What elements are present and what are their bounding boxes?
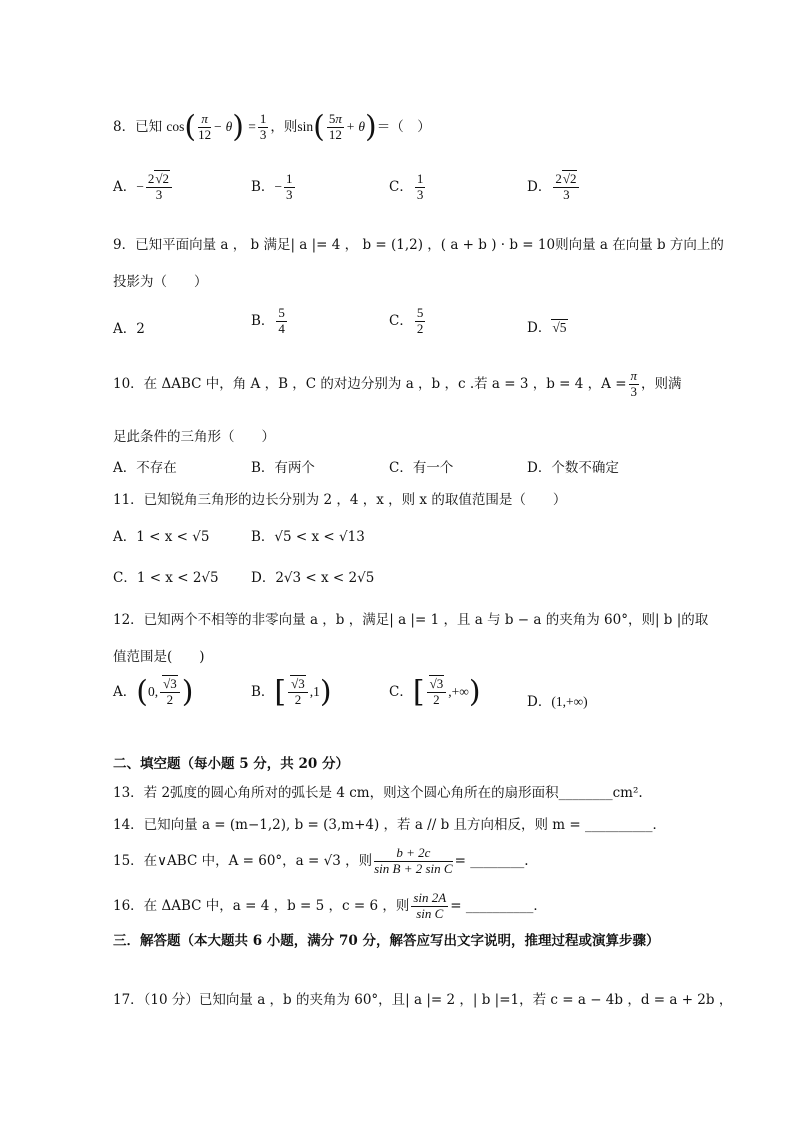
q9-option-b: B． $\frac{5}{4}$: [251, 305, 285, 336]
q12-line-1: 12．已知两个不相等的非零向量 a ，b ，满足| a |= 1 ，且 a 与 b − a 的夹角为 60°，则| b |的取: [113, 612, 709, 628]
q11-option-a: A．1 < x < √5: [113, 529, 210, 545]
q11-line-1: 11．已知锐角三角形的边长分别为 2 ，4 ，x ，则 x 的取值范围是（ ）: [113, 492, 567, 508]
q16-end: = __________．: [450, 897, 547, 914]
q12-option-c-label: C．: [389, 683, 413, 700]
q12-option-d: D．(1,+∞): [527, 694, 588, 710]
q10-line-1: 10．在 ΔABC 中，角 A ，B ，C 的对边分别为 a ，b ，c .若 a = 3 ，b = 4 ，A = $\frac{\pi}{3}$ ，则满: [113, 368, 682, 399]
q15-stem: 15．在∨ABC 中，A = 60°，a = √3 ，则: [113, 852, 373, 869]
q9-option-c: C． $\frac{5}{2}$: [389, 305, 424, 336]
question-16: 16．在 ΔABC 中，a = 4 ，b = 5 ，c = 6 ，则 $\frac{\sin 2A}{\text{sin C}}$ = __________．: [113, 890, 547, 921]
q10-stem: 10．在 ΔABC 中，角 A ，B ，C 的对边分别为 a ，b ，c .若 a = 3 ，b = 4 ，A =: [113, 375, 627, 392]
q8-option-b-label: B．: [251, 178, 275, 195]
question-8: 8．已知 cos( $\frac{\pi}{12}$ − θ) = $\frac{1}{3}$ ，则sin( $\frac{5\pi}{12}$ + θ)＝（ ）: [113, 109, 431, 145]
question-13: 13．若 2弧度的圆心角所对的弧长是 4 cm，则这个圆心角所在的扇形面积________cm².: [113, 785, 643, 801]
q9-option-d: D．√5: [527, 320, 567, 336]
q10-option-c: C．有一个: [389, 460, 454, 476]
q10-option-d: D．个数不确定: [527, 460, 619, 476]
q8-option-c: C． $\frac{1}{3}$: [389, 171, 424, 202]
q11-option-b: B．√5 < x < √13: [251, 529, 365, 545]
q8-stem: 8．已知: [113, 118, 163, 135]
q9-option-a: A．2: [113, 321, 145, 337]
question-15: 15．在∨ABC 中，A = 60°，a = √3 ，则 $\frac{b + 2c}{\text{sin B + 2 sin C}}$ = ________.: [113, 845, 529, 876]
q9-option-c-label: C．: [389, 312, 413, 329]
q8-end: ＝（ ）: [376, 118, 431, 135]
q8-mid: ，则: [270, 118, 298, 135]
q8-option-a-label: A．: [113, 178, 137, 195]
q9-line-2: 投影为（ ）: [113, 274, 208, 290]
q12-option-a: A．(0, $\frac{√3}{2}$ ): [113, 674, 194, 710]
q12-option-c: C．[ $\frac{√3}{2}$ ,+∞): [389, 674, 481, 710]
q8-option-c-label: C．: [389, 178, 413, 195]
q12-option-b-label: B．: [251, 683, 275, 700]
section-answer-heading: 三．解答题（本大题共 6 小题，满分 70 分，解答应写出文字说明，推理过程或演算步骤）: [113, 933, 660, 949]
q12-line-2: 值范围是( ): [113, 649, 205, 665]
q8-option-d: D． $\frac{2√2}{3}$: [527, 172, 581, 203]
q10-option-a: A．不存在: [113, 460, 177, 476]
q12-option-d-label: D．: [527, 694, 552, 710]
q10-stem-end: ，则满: [641, 375, 682, 392]
q9-line-1: 9．已知平面向量 a ， b 满足| a |= 4 ， b = (1,2) ，( a + b ) · b = 10则向量 a 在向量 b 方向上的: [113, 237, 724, 253]
q8-option-a: A．− $\frac{2√2}{3}$: [113, 172, 174, 203]
q16-stem: 16．在 ΔABC 中，a = 4 ，b = 5 ，c = 6 ，则: [113, 897, 410, 914]
question-14: 14．已知向量 a = (m−1,2), b = (3,m+4) ，若 a // b 且方向相反，则 m = __________．: [113, 817, 666, 833]
section-fill-in-heading: 二、填空题（每小题 5 分，共 20 分）: [113, 756, 349, 772]
q15-end: = ________.: [454, 852, 529, 869]
q8-option-d-label: D．: [527, 178, 552, 195]
question-17: 17．（10 分）已知向量 a ，b 的夹角为 60°，且| a |= 2 ，| b |=1，若 c = a − 4b ，d = a + 2b ，: [113, 992, 733, 1008]
q11-option-c: C．1 < x < 2√5: [113, 570, 219, 586]
q12-option-a-label: A．: [113, 683, 137, 700]
q9-option-d-label: D．: [527, 320, 552, 336]
q11-option-d: D．2√3 < x < 2√5: [251, 570, 375, 586]
q12-option-b: B．[ $\frac{√3}{2}$ ,1): [251, 674, 332, 710]
q8-option-b: B．− $\frac{1}{3}$: [251, 171, 293, 202]
q10-line-2: 足此条件的三角形（ ）: [113, 429, 275, 445]
q9-option-b-label: B．: [251, 312, 275, 329]
q10-option-b: B．有两个: [251, 460, 315, 476]
